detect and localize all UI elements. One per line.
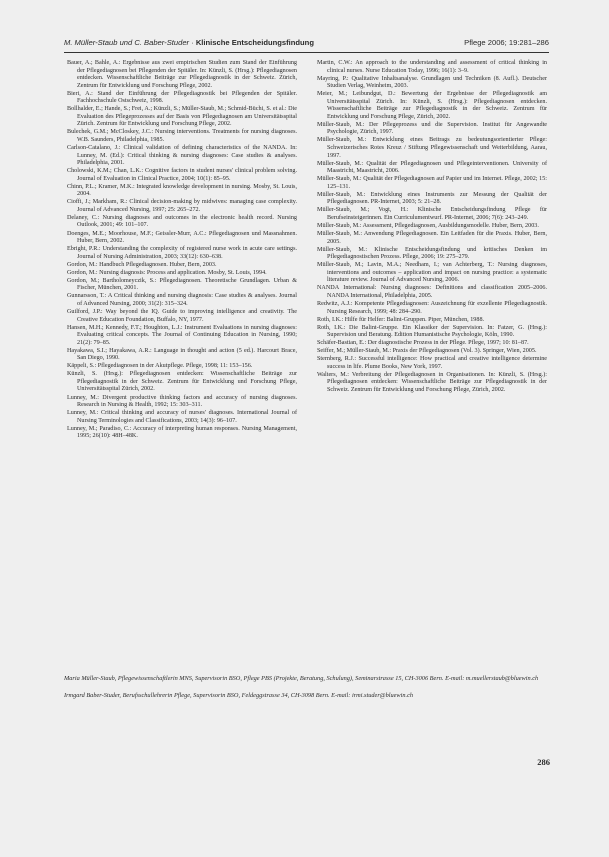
reference-entry: Bollhalder, E.; Hande, S.; Frei, A.; Künzli, S.; Müller-Staub, M.; Schmid-Büchi, S. et al.: Die Evaluation des Pflegeprozesses auf der Basis von Pflegediagnosen am Universitätsspital Zürich. Zentrum für Entwicklung und Forschung Pflege, 2002.	[67, 106, 297, 128]
header-authors: M. Müller-Staub und C. Baber-Studer	[64, 38, 190, 47]
reference-entry: Müller-Staub, M.: Klinische Entscheidungsfindung und kritisches Denken im Pflegediagnostischen Prozess. Pflege, 2006; 19: 275–279.	[317, 246, 547, 261]
header-rule	[64, 52, 549, 53]
reference-entry: Cholowski, K.M.; Chan, L.K.: Cognitive factors in student nurses' clinical problem solving. Journal of Evaluation in Clinical Practice, 2004; 10(1): 85–95.	[67, 168, 297, 182]
reference-entry: Gunnarsson, T.: A Critical thinking and nursing diagnosis: Case studies & analyses. Journal of Advanced Nursing, 2000; 31(2): 315–324.	[67, 293, 297, 307]
reference-entry: Meier, M.; Leibundgut, D.: Bewertung der Ergebnisse der Pflegediagnostik am Universitätsspital Zürich. In: Künzli, S. (Hrsg.): Pflegediagnosen entdecken. Wissenschaftliche Beiträge zur Pflegediagnostik in der Schweiz. Zentrum für Entwicklung und Forschung Pflege, Zürich, 2002.	[317, 91, 547, 120]
reference-entry: Roth, I.K.: Hilfe für Helfer: Balint-Gruppen. Piper, München, 1988.	[317, 316, 485, 323]
reference-entry: Sternberg, R.J.: Successful intelligence: How practical and creative intelligence determine success in life. Plume Books, New York, 1997.	[317, 356, 547, 370]
reference-entry: NANDA International: Nursing diagnoses: Definitions and classification 2005–2006. NANDA International, Philadelphia, 2005.	[317, 285, 547, 299]
header-separator: ·	[189, 38, 196, 47]
reference-entry: Gordon, M.: Handbuch Pflegediagnosen. Huber, Bern, 2003.	[67, 261, 217, 268]
reference-entry: Delaney, C.: Nursing diagnoses and outcomes in the electronic health record. Nursing Outlook, 2001; 49: 101–107.	[67, 214, 297, 229]
reference-entry: Müller-Staub, M.; Vogt, H.: Klinische Entscheidungsfindung Pflege für Berufseinsteigerinnen. Ein Curriculumentwurf. PR-Internet, 2006; 7(6): 243–249.	[317, 207, 547, 221]
reference-entry: Hayakawa, S.I.; Hayakawa, A.R.: Language in thought and action (5 ed.). Harcourt Brace, San Diego, 1990.	[67, 347, 297, 362]
reference-entry: Redwitz, A.J.: Kompetente Pflegediagnosen: Auszeichnung für exzellente Pflegediagnostik. Nursing Research, 1999; 48: 284–290.	[317, 300, 547, 315]
reference-entry: Schäfer-Bastian, E.: Der diagnostische Prozess in der Pflege. Pflege, 1997; 10: 81–87.	[317, 340, 529, 347]
reference-entry: Müller-Staub, M.: Qualität der Pflegediagnosen und Pflegeinterventionen. University of Maastricht, Maastricht, 2006.	[317, 160, 547, 175]
author-affiliation-2: Irmgard Baber-Studer, Berufsschullehrerin Pflege, Supervisorin BSO, Feldeggstrasse 34, CH-3098 Bern. E-mail: irmi.studer@bluewin.ch	[64, 692, 414, 699]
reference-entry: Künzli, S. (Hrsg.): Pflegediagnosen entdecken: Wissenschaftliche Beiträge zur Pflegediagnostik in der Schweiz. Zentrum für Entwicklung und Forschung Pflege, Universitätsspital Zürich, 2002.	[67, 371, 297, 393]
reference-entry: Gordon, M.; Bartholomeyczik, S.: Pflegediagnosen. Theoretische Grundlagen. Urban & Fischer, München, 2001.	[67, 277, 297, 292]
reference-entry: Müller-Staub, M.: Der Pflegeprozess und die Supervision. Institut für Angewandte Psychologie, Zürich, 1997.	[317, 121, 547, 136]
references-right-column	[317, 60, 547, 395]
running-header	[64, 38, 549, 52]
page-number: 286	[537, 757, 550, 767]
header-title: Klinische Entscheidungsfindung	[195, 38, 314, 47]
header-authors-title	[64, 38, 314, 47]
reference-entry: Hansen, M.H.; Kennedy, F.T.; Houghton, L.J.: Instrument Evaluations in nursing diagnoses: Evaluating critical concepts. The Journal of Continuing Education in Nursing, 1990; 21(2): 79–85.	[67, 324, 297, 346]
references-left-column	[67, 60, 297, 441]
reference-entry: Lunney, M.; Paradiso, C.: Accuracy of interpreting human responses. Nursing Management, 1995; 26(10): 48H–48K.	[67, 425, 297, 440]
reference-entry: Müller-Staub, M.: Qualität der Pflegediagnosen auf Papier und im Internet. Pflege, 2002; 15: 125–131.	[317, 176, 547, 190]
reference-entry: Gordon, M.: Nursing diagnosis: Process and application. Mosby, St. Louis, 1994.	[67, 269, 267, 276]
reference-entry: Müller-Staub, M.: Entwicklung eines Beitrags zu bedeutungsorientierter Pflege: Schweizerisches Rotes Kreuz / Stiftung Pflegewissenschaft und Weiterbildung, Aarau, 1997.	[317, 137, 547, 159]
author-affiliation-1: Maria Müller-Staub, Pflegewissenschaftlerin MNS, Supervisorin BSO, Pflege PBS (Projekte, Beratung, Schulung), Seminarstrasse 15, CH-3006 Bern. E-mail: m.muellerstaub@bluewin.ch	[64, 675, 539, 682]
reference-entry: Lunney, M.: Divergent productive thinking factors and accuracy of nursing diagnoses. Research in Nursing & Health, 1992; 15: 303–311.	[67, 394, 297, 409]
reference-entry: Käppeli, S.: Pflegediagnosen in der Akutpflege. Pflege, 1998; 11: 153–156.	[67, 363, 253, 370]
reference-entry: Bulechek, G.M.; McCloskey, J.C.: Nursing interventions. Treatments for nursing diagnoses. W.B. Saunders, Philadelphia, 1985.	[67, 129, 297, 143]
reference-entry: Mayring, P.: Qualitative Inhaltsanalyse. Grundlagen und Techniken (8. Aufl.). Deutscher Studien Verlag, Weinheim, 2003.	[317, 75, 547, 90]
reference-entry: Martin, C.W.: An approach to the understanding and assessment of critical thinking in clinical nurses. Nurse Education Today, 1996; 16(1): 3–9.	[317, 60, 547, 74]
reference-entry: Guilford, J.P.: Way beyond the IQ. Guide to improving intelligence and creativity. The Creative Education Foundation, Buffalo, NY, 1977.	[67, 309, 297, 323]
reference-entry: Müller-Staub, M.; Lavin, M.A.; Needham, I.; van Achterberg, T.: Nursing diagnoses, interventions and outcomes – application and impact on nursing practice: a systematic literature review. Journal of Advanced Nursing, 2006.	[317, 262, 547, 284]
reference-entry: Chinn, P.L.; Kramer, M.K.: Integrated knowledge development in nursing. Mosby, St. Louis, 2004.	[67, 183, 297, 198]
reference-entry: Doenges, M.E.; Moorhouse, M.F.; Geissler-Murr, A.C.: Pflegediagnosen und Massnahmen. Huber, Bern, 2002.	[67, 230, 297, 245]
author-footer	[64, 675, 549, 709]
reference-entry: Bieri, A.: Stand der Einführung der Pflegediagnostik bei Pflegenden der Spitäler. Fachhochschule Ostschweiz, 1998.	[67, 90, 297, 105]
reference-entry: Ebright, P.R.: Understanding the complexity of registered nurse work in acute care settings. Journal of Nursing Administration, 2003; 33(12): 630–638.	[67, 246, 297, 260]
reference-entry: Bauer, A.; Bahle, A.: Ergebnisse aus zwei empirischen Studien zum Stand der Einführung der Pflegediagnosen bei Pflegenden der Spitäler. In: Künzli, S. (Hrsg.): Pflegediagnosen entdecken. Wissenschaftliche Beiträge zur Pflegediagnostik in der Schweiz. Zürich, Zentrum für Entwicklung und Forschung Pflege, 2002.	[67, 60, 297, 89]
reference-entry: Walters, M.: Verbreitung der Pflegediagnosen in Organisationen. In: Künzli, S. (Hrsg.): Pflegediagnosen entdecken: Wissenschaftliche Beiträge zur Pflegediagnostik in der Schweiz. Zentrum für Entwicklung und Forschung Pflege, Zürich, 2002.	[317, 371, 547, 393]
reference-entry: Seiffer, M.; Müller-Staub, M.: Praxis der Pflegediagnosen (Vol. 3). Springer, Wien, 2005.	[317, 348, 537, 355]
reference-entry: Carlson-Catalano, J.: Clinical validation of defining characteristics of the NANDA. In: Lunney, M. (Ed.): Critical thinking & nursing diagnoses: Case studies & analyses. Philadelphia, 2001.	[67, 145, 297, 167]
reference-entry: Müller-Staub, M.: Entwicklung eines Instruments zur Messung der Qualität der Pflegediagnosen. PR-Internet, 2003; 5: 21–28.	[317, 191, 547, 206]
reference-entry: Cioffi, J.; Markham, R.: Clinical decision-making by midwives: managing case complexity. Journal of Advanced Nursing, 1997; 25: 265–272.	[67, 199, 297, 213]
reference-entry: Müller-Staub, M.: Anwendung Pflegediagnosen. Ein Leitfaden für die Praxis. Huber, Bern, 2005.	[317, 231, 547, 245]
reference-entry: Lunney, M.: Critical thinking and accuracy of nurses' diagnoses. International Journal of Nursing Terminologies and Classifications, 2003; 14(3): 96–107.	[67, 410, 297, 424]
reference-entry: Roth, I.K.: Die Balint-Gruppe. Ein Klassiker der Supervision. In: Fatzer, G. (Hrsg.): Supervision und Beratung. Edition Humanistische Psychologie, Köln, 1990.	[317, 324, 547, 339]
reference-entry: Müller-Staub, M.: Assessment, Pflegediagnosen, Ausbildungsmodelle. Huber, Bern, 2003.	[317, 222, 539, 229]
header-journal: Pflege 2006; 19:281–286	[464, 38, 549, 47]
